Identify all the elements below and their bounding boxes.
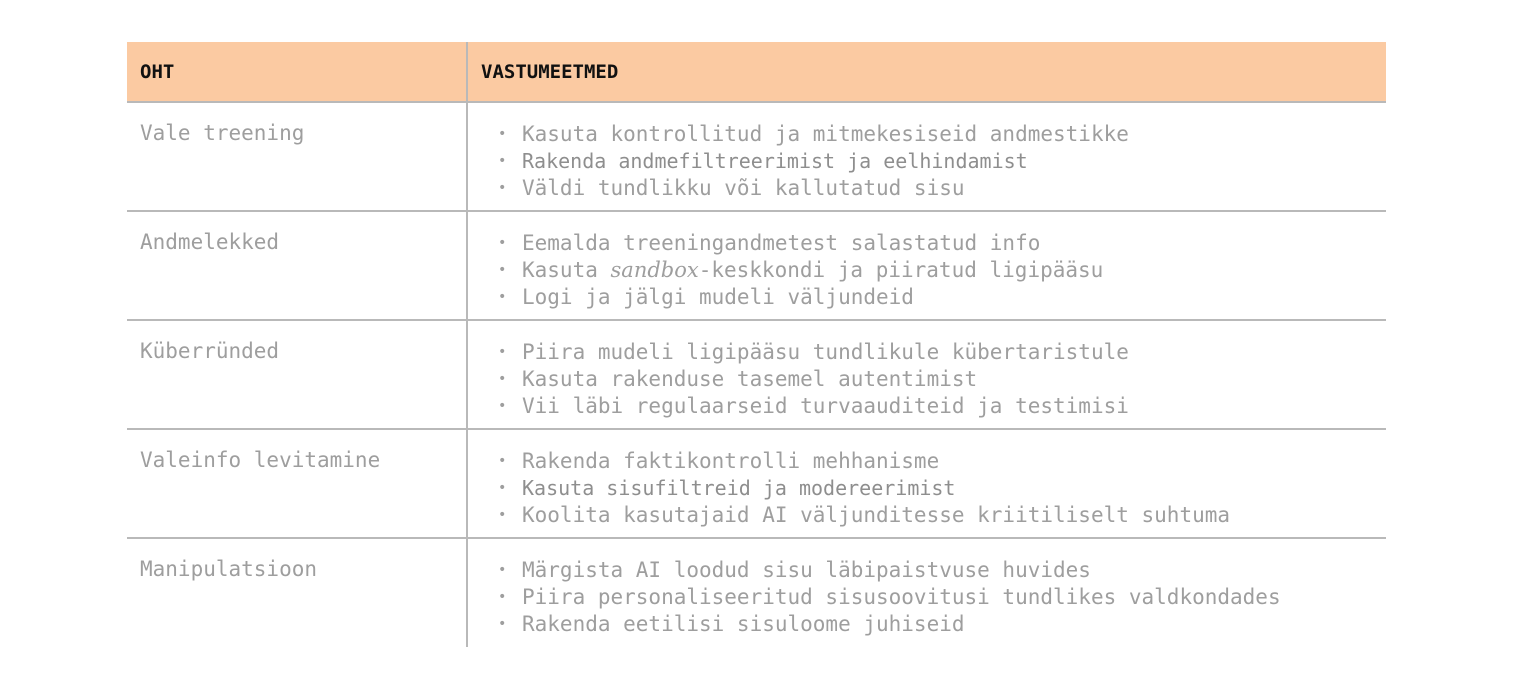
- measure-text: Piira mudeli ligipääsu tundlikule kübertaristule: [522, 340, 1129, 364]
- threat-cell: Andmelekked: [127, 212, 468, 319]
- measures-cell: [468, 103, 1386, 210]
- measure-item: [498, 557, 1386, 584]
- measure-list: [498, 121, 1386, 202]
- bullet-icon: •: [498, 153, 507, 169]
- bullet-icon: •: [498, 480, 507, 496]
- measure-text: Kasuta sisufiltreid ja modereerimist: [522, 476, 956, 500]
- measure-text: Eemalda treeningandmetest salastatud info: [522, 231, 1041, 255]
- measure-list: [498, 230, 1386, 311]
- measures-cell: [468, 321, 1386, 428]
- measures-cell: [468, 539, 1386, 647]
- measure-item: [498, 284, 1386, 311]
- measure-list: [498, 339, 1386, 420]
- bullet-icon: •: [498, 126, 507, 142]
- measure-item: [498, 121, 1386, 148]
- threat-cell: Manipulatsioon: [127, 539, 468, 647]
- header-threat: OHT: [127, 42, 468, 101]
- measure-text-sandbox: Kasuta sandbox-keskkondi ja piiratud ligipääsu: [522, 258, 1104, 282]
- table-row: [127, 103, 1386, 212]
- measure-item: [498, 584, 1386, 611]
- measure-text: Logi ja jälgi mudeli väljundeid: [522, 285, 914, 309]
- bullet-icon: •: [498, 262, 507, 278]
- measure-item: [498, 502, 1386, 529]
- measure-item: [498, 393, 1386, 420]
- threats-table: [127, 42, 1386, 647]
- measure-text: Väldi tundlikku või kallutatud sisu: [522, 176, 965, 200]
- measure-text: Koolita kasutajaid AI väljunditesse kriitiliselt suhtuma: [522, 503, 1231, 527]
- measure-text: Kasuta rakenduse tasemel autentimist: [522, 367, 978, 391]
- measures-cell: [468, 430, 1386, 537]
- bullet-icon: •: [498, 344, 507, 360]
- measure-text: Rakenda eetilisi sisuloome juhiseid: [522, 612, 965, 636]
- bullet-icon: •: [498, 180, 507, 196]
- bullet-icon: •: [498, 289, 507, 305]
- threat-cell: Vale treening: [127, 103, 468, 210]
- measure-item: [498, 257, 1386, 284]
- measure-item: [498, 366, 1386, 393]
- bullet-icon: •: [498, 562, 507, 578]
- measure-item: [498, 475, 1386, 502]
- measure-text: Piira personaliseeritud sisusoovitusi tundlikes valdkondades: [522, 585, 1281, 609]
- bullet-icon: •: [498, 371, 507, 387]
- measure-text: Märgista AI loodud sisu läbipaistvuse huvides: [522, 558, 1091, 582]
- sandbox-term: sandbox: [610, 258, 699, 282]
- table-row: [127, 539, 1386, 647]
- header-measures: VASTUMEETMED: [481, 60, 619, 83]
- measures-cell: [468, 212, 1386, 319]
- bullet-icon: •: [498, 616, 507, 632]
- measure-text: Kasuta kontrollitud ja mitmekesiseid andmestikke: [522, 122, 1129, 146]
- measure-list: [498, 448, 1386, 529]
- bullet-icon: •: [498, 398, 507, 414]
- bullet-icon: •: [498, 589, 507, 605]
- table-header-row: [127, 42, 1386, 103]
- measure-item: [498, 175, 1386, 202]
- table-row: [127, 321, 1386, 430]
- bullet-icon: •: [498, 235, 507, 251]
- bullet-icon: •: [498, 507, 507, 523]
- measure-list: [498, 557, 1386, 638]
- measure-item: [498, 148, 1386, 175]
- threat-cell: Küberründed: [127, 321, 468, 428]
- measure-item: [498, 448, 1386, 475]
- measure-item: [498, 339, 1386, 366]
- measure-item: [498, 611, 1386, 638]
- table-row: [127, 430, 1386, 539]
- measure-text: Rakenda faktikontrolli mehhanisme: [522, 449, 940, 473]
- measure-item: [498, 230, 1386, 257]
- measure-text: Vii läbi regulaarseid turvaauditeid ja testimisi: [522, 394, 1129, 418]
- threat-cell: Valeinfo levitamine: [127, 430, 468, 537]
- bullet-icon: •: [498, 453, 507, 469]
- table-row: [127, 212, 1386, 321]
- measure-text: Rakenda andmefiltreerimist ja eelhindamist: [522, 149, 1028, 173]
